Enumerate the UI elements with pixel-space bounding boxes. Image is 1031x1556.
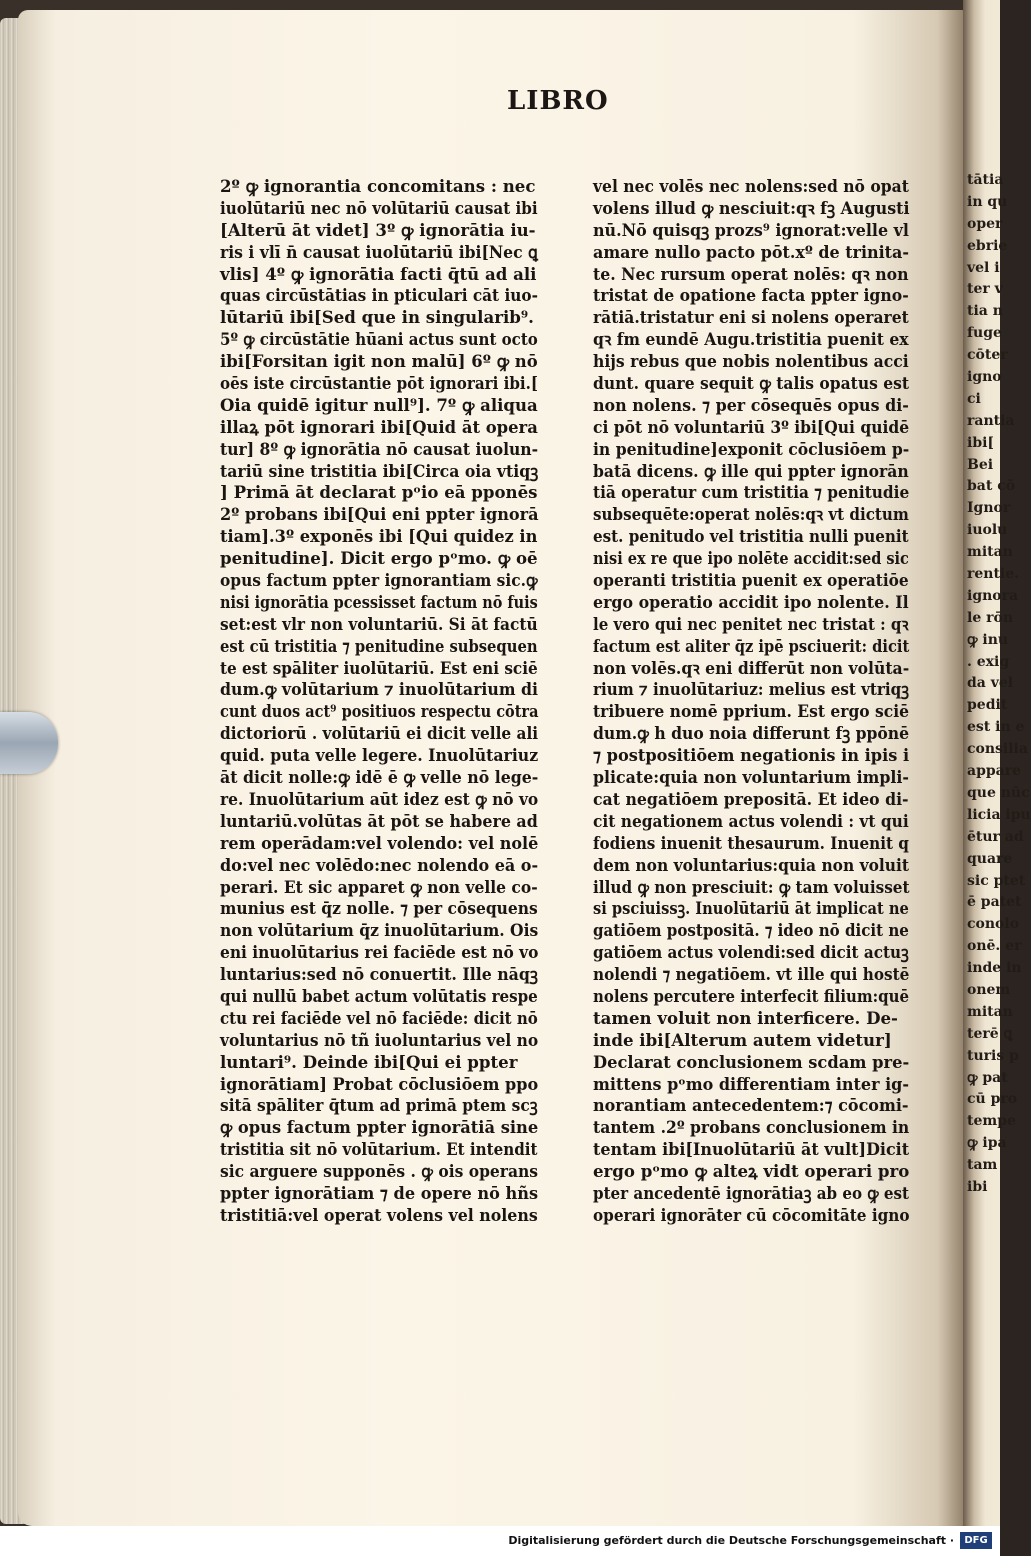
margin-line: licia ipu [967,806,1031,823]
margin-line: le rōn [967,609,1013,626]
text-line: cat negatiōem prepositā. Et ideo di- [593,788,909,809]
text-line: cunt duos act⁹ positiuos respectu cōtra [220,701,539,722]
text-line: ppter ignorātiam ⁊ de opere nō hñs [220,1182,539,1203]
margin-line: sic ptet [967,872,1026,889]
text-line: ignorātiam] Probat cōclusiōem ppo [220,1073,539,1094]
text-line: ergo operatio accidit ipo nolente. Il [593,591,909,612]
text-line: Oia quidē igitur null⁹]. 7º ꝙ aliqua [220,394,538,415]
text-line: perari. Et sic apparet ꝙ non velle co- [220,876,538,897]
text-line: tristitia sit nō volūtarium. Et intendit [220,1139,538,1160]
margin-line: igno [967,369,1002,386]
text-line: munius est q̄z nolle. ⁊ per cōsequens [220,898,538,919]
margin-line: tempe [967,1113,1016,1130]
text-line: tiam].3º exponēs ibi [Qui quidez in [220,526,538,547]
text-line: lūtariū ibi[Sed que in singularib⁹. [220,307,534,328]
text-line: tamen voluit non interficere. De- [593,1007,898,1028]
margin-line: fuge [967,325,1002,342]
text-line: non nolens. ⁊ per cōsequēs opus di- [593,394,909,415]
text-line: ergo pᵒmo ꝙ alteꝝ vidt operari pro [593,1161,910,1182]
text-column-left [220,176,586,1227]
text-line: rem operādam:vel volendo: vel nolē [220,832,539,853]
margin-line: oper [967,215,1003,232]
dfg-logo: DFG [960,1532,992,1549]
page-clip [0,712,58,774]
margin-line: ter v [967,281,1003,298]
text-line: vlis] 4º ꝙ ignorātia facti q̄tū ad ali [220,263,537,284]
text-line: illud ꝙ non presciuit: ꝙ tam voluisset [593,876,910,897]
text-line: operanti tristitia puenit ex operatiōe [593,570,909,591]
margin-line: inde in [967,960,1022,977]
text-line: tantem .2º probans conclusionem in [593,1117,910,1138]
margin-line: ētur ad [967,828,1024,845]
text-line: āt dicit nolle:ꝙ idē ē ꝙ velle nō lege- [220,767,539,788]
text-line: 2º probans ibi[Qui eni ppter ignorā [220,504,539,525]
margin-line: Ignor [967,500,1011,517]
text-line: dum.ꝙ volūtarium ⁊ inuolūtarium di [220,679,539,700]
text-line: te. Nec rursum operat nolēs: qꝛ non [593,263,909,284]
facing-page-text-fragments [967,170,1031,1199]
text-line: tiā operatur cum tristitia ⁊ penitudie [593,482,910,503]
margin-line: ē patet [967,894,1022,911]
text-line: gatiōem actus volendi:sed dicit actuꝫ [593,942,909,963]
text-line: set:est vlr non voluntariū. Si āt factū [220,613,538,634]
text-line: rātiā.tristatur eni si nolens operaret [593,307,909,328]
text-line: quid. puta velle legere. Inuolūtariuz [220,745,539,766]
margin-line: conolo [967,916,1020,933]
text-line: tur] 8º ꝙ ignorātia nō causat iuolun- [220,438,539,459]
text-line: amare nullo pacto pōt.xº de trinita- [593,241,909,262]
text-line: operari ignorāter cū cōcomitāte igno [593,1204,910,1225]
text-line: iuolūtariū nec nō volūtariū causat ibi [220,197,538,218]
text-line: factum est aliter q̄z ipē psciuerit: dicit [593,635,910,656]
text-line: ris i vlī n̄ causat iuolūtariū ibi[Nec ꝗ [220,241,538,262]
margin-line: terē ꝗ [967,1025,1013,1042]
text-line: ctu rei faciēde vel nō faciēde: dicit nō [220,1007,538,1028]
text-line: do:vel nec volēdo:nec nolendo eā o- [220,854,539,875]
text-line: eni inuolūtarius rei faciēde est nō vo [220,942,539,963]
text-line: tristat de opatione facta ppter igno- [593,285,909,306]
margin-line: vel i [967,259,1000,276]
margin-line: ꝙ ipa [967,1135,1007,1152]
margin-line: mitan [967,1003,1013,1020]
margin-line: turis p [967,1047,1019,1064]
text-line: plicate:quia non voluntarium impli- [593,767,909,788]
text-line: rium ⁊ inuolūtariuz: melius est vtriqꝫ [593,679,910,700]
text-line: re. Inuolūtarium aūt idez est ꝙ nō vo [220,788,539,809]
text-line: nolens percutere interfecit filium:quē [593,985,909,1006]
margin-line: . exig [967,653,1010,670]
text-line: ꝙ opus factum ppter ignorātiā sine [220,1117,539,1138]
margin-line: rantia [967,412,1015,429]
margin-line: bat cō [967,478,1016,495]
text-line: opus factum ppter ignorantiam sic.ꝙ [220,570,538,591]
text-line: le vero qui nec penitet nec tristat : qꝛ [593,613,909,634]
margin-line: onē. er [967,938,1022,955]
text-line: te est spāliter iuolūtariū. Est eni sciē [220,657,538,678]
text-line: ibi[Forsitan igit non malū] 6º ꝙ nō [220,351,538,372]
running-header: LIBRO [507,86,609,116]
text-line: si psciuissꝫ. Inuolūtariū āt implicat ne [593,898,909,919]
margin-line: mitan [967,544,1013,561]
text-line: tristitiā:vel operat volens vel nolens [220,1204,538,1225]
text-line: nisi ex re que ipo nolēte accidit:sed sic [593,548,909,569]
text-line: norantiam antecedentem:⁊ cōcomi- [593,1095,909,1116]
margin-line: ꝙ pat [967,1069,1008,1086]
text-line: in penitudine]exponit cōclusiōem p- [593,438,910,459]
text-line: nū.Nō quisqꝫ prozs⁹ ignorat:velle vl [593,219,909,240]
text-line: luntari⁹. Deinde ibi[Qui ei ppter [220,1051,518,1072]
text-line: voluntarius nō tñ iuoluntarius vel no [220,1029,539,1050]
margin-line: ignora [967,587,1019,604]
text-line: illaꝝ pōt ignorari ibi[Quid āt opera [220,416,538,437]
margin-line: est in e [967,719,1025,736]
margin-line: iuolu [967,522,1008,539]
margin-line: tātia [967,172,1004,188]
text-line: cit negationem actus volendi : vt qui [593,810,909,831]
text-line: luntariū.volūtas āt pōt se habere ad [220,810,538,831]
margin-line: tia n [967,303,1003,320]
margin-line: in qu [967,193,1008,210]
margin-line: rentie. [967,566,1020,583]
text-line: 2º ꝙ ignorantia concomitans : nec [220,176,536,196]
text-line: quas circūstātias in pticulari cāt iuo- [220,285,538,306]
text-line: non volūtarium q̄z inuolūtarium. Ois [220,920,539,941]
text-line: batā dicens. ꝙ ille qui ppter ignorān [593,460,909,481]
margin-line: ibi [967,1178,988,1195]
text-line: oēs iste circūstantie pōt ignorari ibi.[ [220,373,539,394]
text-line: est cū tristitia ⁊ penitudine subsequen [220,635,538,656]
margin-line: Bei [967,456,994,473]
text-line: nisi ignorātia pcessisset factum nō fuis [220,591,538,612]
margin-line: cōter [967,347,1008,364]
margin-line: ibi[ [967,434,995,451]
text-line: sitā spāliter q̄tum ad primā ptem scꝫ [220,1095,538,1116]
margin-line: cū pro [967,1091,1018,1108]
text-line: penitudine]. Dicit ergo pᵒmo. ꝙ oē [220,548,538,569]
text-line: qꝛ fm eundē Augu.tristitia puenit ex [593,329,909,350]
text-line: est. penitudo vel tristitia nulli puenit [593,526,909,547]
text-line: Declarat conclusionem scdam pre- [593,1051,910,1072]
text-line: non volēs.qꝛ eni differūt non volūta- [593,657,910,678]
text-line: [Alterū āt videt] 3º ꝙ ignorātia iu- [220,219,536,240]
text-line: tribuere nomē pprium. Est ergo sciē [593,701,909,722]
margin-line: ꝙ inu [967,631,1009,648]
text-line: subsequēte:operat nolēs:qꝛ vt dictum [593,504,909,525]
text-line: 5º ꝙ circūstātie hūani actus sunt octo [220,329,538,350]
margin-line: consilia [967,741,1028,758]
text-line: mittens pᵒmo differentiam inter ig- [593,1073,909,1094]
margin-line: quare [967,850,1013,867]
margin-line: tam [967,1157,998,1174]
text-line: inde ibi[Alterum autem videtur] [593,1029,892,1050]
margin-line: da vel [967,675,1014,692]
margin-line: appare [967,763,1022,780]
text-column-right [593,176,955,1227]
margin-line: onem [967,981,1011,998]
text-line: fodiens inuenit thesaurum. Inuenit q [593,832,909,853]
text-line: sic arguere supponēs . ꝙ ois operans [220,1161,539,1182]
text-line: nolendi ⁊ negatiōem. vt ille qui hostē [593,964,910,985]
margin-line: pedit [967,697,1008,714]
text-line: gatiōem postpositā. ⁊ ideo nō dicit ne [593,920,909,941]
footer-credit: Digitalisierung gefördert durch die Deutsche Forschungsgemeinschaft · [508,1534,954,1547]
text-line: tentam ibi[Inuolūtariū āt vult]Dicit [593,1139,910,1160]
text-line: vel nec volēs nec nolens:sed nō opat [593,176,909,196]
margin-line: que nūc [967,784,1030,801]
digitization-footer [0,1526,1000,1556]
text-line: hijs rebus que nobis nolentibus acci [593,351,909,372]
margin-line: ebrie [967,237,1008,254]
text-line: pter ancedentē ignorātiaꝫ ab eo ꝙ est [593,1182,910,1203]
text-line: ⁊ postpositiōem negationis in ipis i [593,745,910,766]
text-line: dictoriorū . volūtariū ei dicit velle ali [220,723,539,744]
text-line: dunt. quare sequit ꝙ talis opatus est [593,373,910,394]
margin-line: ci [967,390,981,407]
text-line: volens illud ꝙ nesciuit:qꝛ fꝫ Augusti [593,197,910,218]
text-line: luntarius:sed nō conuertit. Ille nāqꝫ [220,964,538,985]
text-line: dum.ꝙ h duo noia differunt fꝫ ppōnē [593,723,910,744]
text-line: ] Primā āt declarat pᵒio eā pponēs [220,482,538,503]
text-line: qui nullū babet actum volūtatis respe [220,985,538,1006]
text-line: tariū sine tristitia ibi[Circa oia vtiqꝫ [220,460,539,481]
text-line: ci pōt nō voluntariū 3º ibi[Qui quidē [593,416,910,437]
text-line: dem non voluntarius:quia non voluit [593,854,910,875]
